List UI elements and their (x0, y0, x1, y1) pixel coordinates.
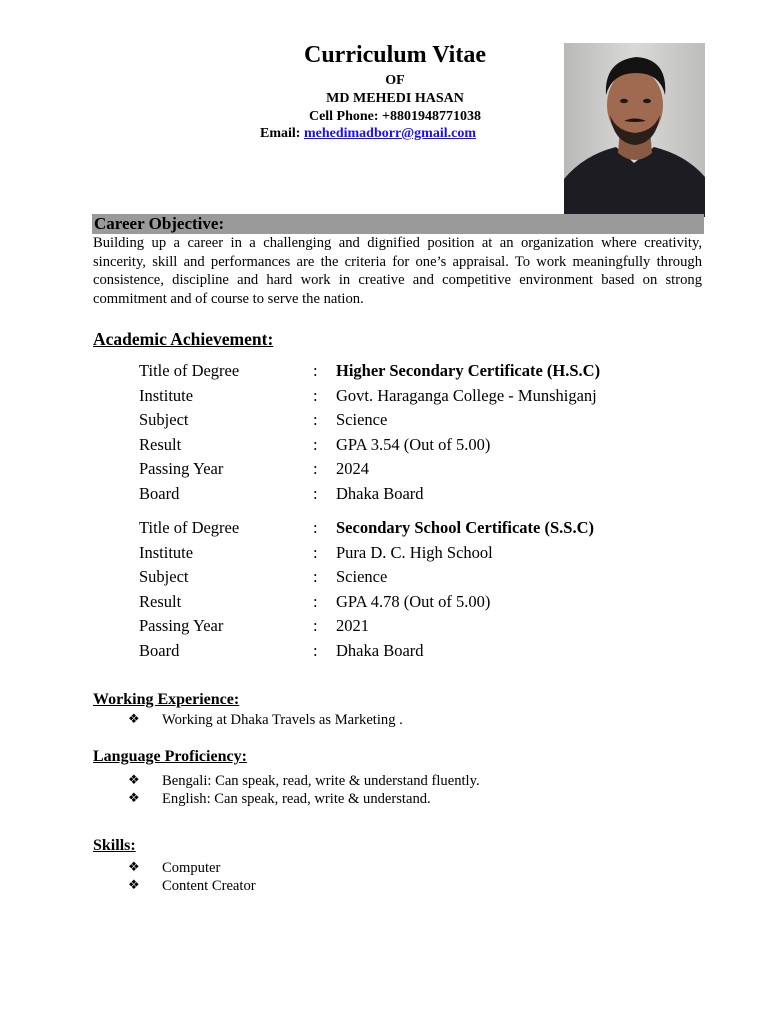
colon: : (313, 640, 318, 660)
hsc-degree-block (139, 360, 639, 507)
passing-year-row (139, 458, 639, 483)
result-value: GPA 3.54 (Out of 5.00) (336, 434, 491, 454)
colon: : (313, 591, 318, 611)
diamond-bullet-icon: ❖ (128, 712, 140, 727)
of-label: OF (385, 73, 405, 88)
ssc-degree-block (139, 517, 639, 664)
institute-value: Pura D. C. High School (336, 542, 493, 562)
list-item (128, 859, 256, 877)
subject-label: Subject (139, 567, 189, 586)
institute-value: Govt. Haraganga College - Munshiganj (336, 385, 597, 405)
working-experience-heading: Working Experience: (93, 691, 240, 708)
degree-title-value: Higher Secondary Certificate (H.S.C) (336, 361, 601, 380)
email-line (176, 125, 560, 142)
diamond-bullet-icon: ❖ (128, 860, 140, 875)
board-row (139, 483, 639, 508)
diamond-bullet-icon: ❖ (128, 773, 140, 788)
colon: : (313, 483, 318, 503)
cell-phone: Cell Phone: +8801948771038 (308, 109, 482, 124)
candidate-name: MD MEHEDI HASAN (326, 91, 464, 106)
language-item-text: Bengali: Can speak, read, write & understand fluently. (162, 773, 480, 789)
list-item (128, 772, 480, 790)
skills-heading: Skills: (93, 837, 136, 854)
degree-title-row (139, 360, 639, 385)
board-label: Board (139, 640, 180, 660)
board-row (139, 640, 639, 665)
board-value: Dhaka Board (336, 640, 424, 660)
colon: : (313, 518, 318, 537)
subject-row (139, 409, 639, 434)
board-value: Dhaka Board (336, 483, 424, 503)
institute-label: Institute (139, 542, 194, 562)
institute-row (139, 385, 639, 410)
language-item-text: English: Can speak, read, write & understand. (162, 791, 431, 807)
institute-label: Institute (139, 385, 194, 405)
skill-item-text: Content Creator (162, 878, 256, 894)
passing-year-label: Passing Year (139, 616, 224, 635)
academic-achievement-heading: Academic Achievement: (93, 329, 274, 349)
career-objective-heading: Career Objective: (94, 214, 225, 233)
result-row (139, 591, 639, 616)
colon: : (313, 385, 318, 405)
passing-year-value: 2021 (336, 616, 369, 635)
result-label: Result (139, 434, 182, 454)
colon: : (313, 542, 318, 562)
language-list (128, 772, 480, 808)
subject-row (139, 566, 639, 591)
list-item (128, 790, 480, 808)
colon: : (313, 616, 318, 635)
subject-value: Science (336, 567, 388, 586)
passing-year-label: Passing Year (139, 459, 224, 478)
career-objective-text: Building up a career in a challenging and dignified position at an organization where creativity, sincerity, skill and performances are the criteria for one’s appraisal. To work meaningfully through consistence, discipline and hard work in creative and competitive environment based on strong commitment and of course to serve the nation. (93, 235, 702, 307)
passing-year-row (139, 615, 639, 640)
result-value: GPA 4.78 (Out of 5.00) (336, 591, 491, 611)
subject-label: Subject (139, 410, 189, 429)
colon: : (313, 410, 318, 429)
result-label: Result (139, 591, 182, 611)
list-item (128, 711, 403, 729)
colon: : (313, 434, 318, 454)
board-label: Board (139, 483, 180, 503)
work-item-text: Working at Dhaka Travels as Marketing . (162, 712, 403, 728)
language-proficiency-heading: Language Proficiency: (93, 748, 247, 765)
working-experience-list (128, 711, 403, 729)
diamond-bullet-icon: ❖ (128, 878, 140, 893)
colon: : (313, 459, 318, 478)
person-portrait-icon (564, 43, 705, 217)
profile-photo (564, 43, 705, 217)
degree-title-row (139, 517, 639, 542)
passing-year-value: 2024 (336, 459, 369, 478)
degree-title-label: Title of Degree (139, 361, 240, 380)
degree-title-value: Secondary School Certificate (S.S.C) (336, 518, 595, 537)
institute-row (139, 542, 639, 567)
subject-value: Science (336, 410, 388, 429)
diamond-bullet-icon: ❖ (128, 791, 140, 806)
degree-title-label: Title of Degree (139, 518, 240, 537)
document-title: Curriculum Vitae (304, 42, 486, 68)
email-label: Email: (259, 126, 301, 141)
skills-list (128, 859, 256, 895)
email-link[interactable]: mehedimadborr@gmail.com (303, 126, 476, 141)
result-row (139, 434, 639, 459)
list-item (128, 877, 256, 895)
colon: : (313, 361, 318, 380)
cv-header (230, 40, 560, 142)
skill-item-text: Computer (162, 860, 221, 876)
colon: : (313, 567, 318, 586)
